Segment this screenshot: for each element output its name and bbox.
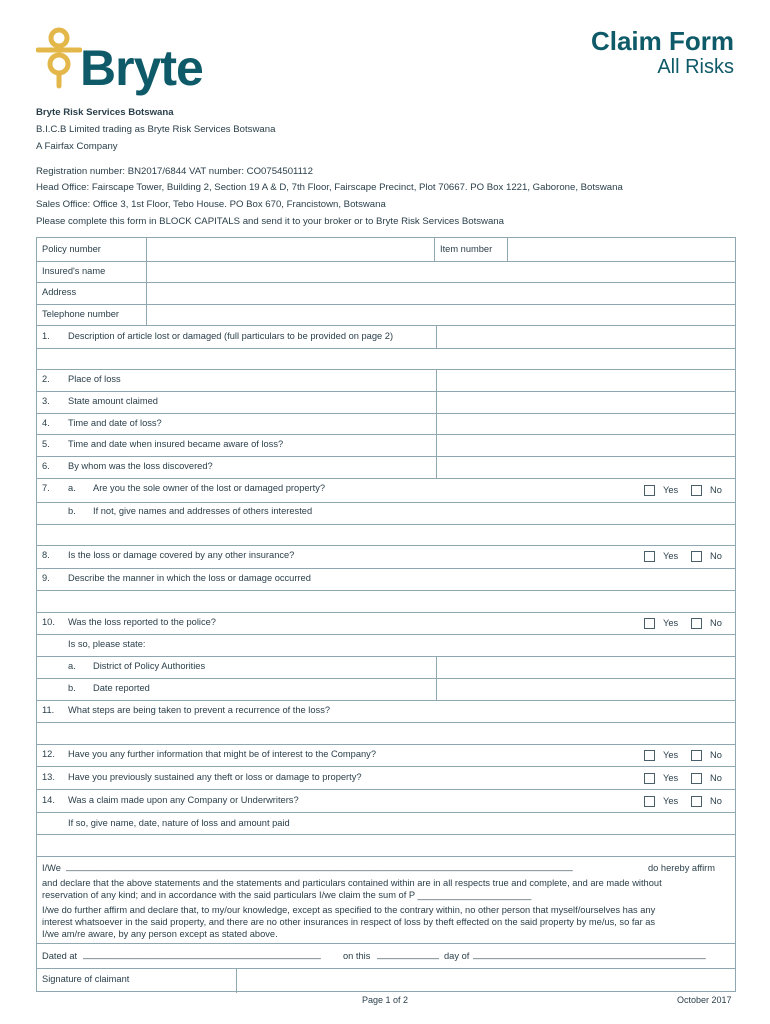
company-parent: A Fairfax Company [36, 141, 118, 152]
q4-label: Time and date of loss? [68, 418, 162, 428]
q13-no-checkbox[interactable] [691, 773, 702, 784]
q10-no-checkbox[interactable] [691, 618, 702, 629]
q12-number: 12. [42, 749, 55, 759]
brand-name: Bryte [80, 40, 203, 96]
q12-no-label: No [710, 750, 722, 760]
declaration-name-blank[interactable]: __________________________________________________________________________________________________ [66, 861, 573, 871]
q9-label: Describe the manner in which the loss or damage occurred [68, 573, 311, 583]
declaration-para2-line2: interest whatsoever in the said property, and there are no other insurances in respect of loss by theft effected on the said property by me/us, so far as [42, 917, 656, 927]
q7a-yes-label: Yes [663, 485, 679, 495]
q9-number: 9. [42, 573, 50, 583]
form-title: Claim Form [590, 26, 734, 56]
day-of-blank[interactable]: _____________________________________________ [473, 949, 706, 959]
q6-label: By whom was the loss discovered? [68, 461, 213, 471]
insureds-name-label: Insured's name [42, 266, 106, 276]
q3-number: 3. [42, 396, 50, 406]
day-of-label: day of [444, 951, 470, 961]
q10-no-label: No [710, 618, 722, 628]
declaration-line2: and declare that the above statements and the statements and particulars contained within are in all respects true and complete, and are made without [42, 878, 662, 888]
claim-form-table [36, 237, 736, 992]
telephone-label: Telephone number [42, 309, 120, 319]
q10-number: 10. [42, 617, 55, 627]
q8-label: Is the loss or damage covered by any other insurance? [68, 550, 295, 560]
q12-no-checkbox[interactable] [691, 750, 702, 761]
q10-label: Was the loss reported to the police? [68, 617, 216, 627]
q5-number: 5. [42, 439, 50, 449]
q1-number: 1. [42, 331, 50, 341]
dated-at-blank[interactable]: ______________________________________________ [83, 949, 321, 959]
form-subtitle: All Risks [657, 56, 734, 78]
q7b-label: If not, give names and addresses of others interested [93, 506, 313, 516]
q11-number: 11. [42, 705, 55, 715]
q7a-yes-checkbox[interactable] [644, 485, 655, 496]
q10-yes-checkbox[interactable] [644, 618, 655, 629]
q2-number: 2. [42, 374, 50, 384]
q13-no-label: No [710, 773, 722, 783]
q10a-letter: a. [68, 661, 76, 671]
q12-label: Have you any further information that might be of interest to the Company? [68, 749, 376, 759]
page-number: Page 1 of 2 [362, 995, 409, 1005]
q1-label: Description of article lost or damaged (full particulars to be provided on page 2) [68, 331, 394, 341]
q14-sub-label: If so, give name, date, nature of loss and amount paid [68, 818, 290, 828]
q8-no-label: No [710, 551, 722, 561]
q10a-label: District of Policy Authorities [93, 661, 206, 671]
company-trading: B.I.C.B Limited trading as Bryte Risk Services Botswana [36, 124, 276, 135]
item-number-label: Item number [440, 244, 493, 254]
q7a-letter: a. [68, 483, 76, 493]
q13-label: Have you previously sustained any theft or loss or damage to property? [68, 772, 362, 782]
footer-date: October 2017 [677, 995, 732, 1005]
signature-label: Signature of claimant [42, 974, 130, 984]
declaration-para2-line1: I/we do further affirm and declare that, to my/our knowledge, except as specified to the contrary within, no other person that myself/ourselves has any [42, 905, 656, 915]
on-this-blank[interactable]: ____________ [377, 949, 439, 959]
q13-yes-label: Yes [663, 773, 679, 783]
q10b-label: Date reported [93, 683, 150, 693]
q7a-label: Are you the sole owner of the lost or damaged property? [93, 483, 326, 493]
q12-yes-checkbox[interactable] [644, 750, 655, 761]
q14-number: 14. [42, 795, 55, 805]
q3-label: State amount claimed [68, 396, 158, 406]
q12-yes-label: Yes [663, 750, 679, 760]
q6-number: 6. [42, 461, 50, 471]
q10-yes-label: Yes [663, 618, 679, 628]
registration-info: Registration number: BN2017/6844 VAT number: CO0754501112 [36, 166, 313, 177]
q8-yes-checkbox[interactable] [644, 551, 655, 562]
policy-number-label: Policy number [42, 244, 101, 254]
sales-office: Sales Office: Office 3, 1st Floor, Tebo House. PO Box 670, Francistown, Botswana [36, 199, 386, 210]
q10-sub-label: Is so, please state: [68, 639, 146, 649]
q7a-no-checkbox[interactable] [691, 485, 702, 496]
q2-label: Place of loss [68, 374, 121, 384]
dated-at-label: Dated at [42, 951, 78, 961]
q7b-letter: b. [68, 506, 76, 516]
q14-label: Was a claim made upon any Company or Underwriters? [68, 795, 299, 805]
declaration-line3: reservation of any kind; and in accordance with the said particulars I/we claim the sum of P ______________________ [42, 890, 532, 900]
declaration-affirm: do hereby affirm [648, 863, 716, 873]
q8-no-checkbox[interactable] [691, 551, 702, 562]
q13-number: 13. [42, 772, 55, 782]
company-name: Bryte Risk Services Botswana [36, 107, 174, 118]
q14-no-checkbox[interactable] [691, 796, 702, 807]
q13-yes-checkbox[interactable] [644, 773, 655, 784]
on-this-label: on this [343, 951, 371, 961]
q8-yes-label: Yes [663, 551, 679, 561]
instruction-text: Please complete this form in BLOCK CAPITALS and send it to your broker or to Bryte Risk Services Botswana [36, 216, 504, 227]
q14-no-label: No [710, 796, 722, 806]
q8-number: 8. [42, 550, 50, 560]
address-label: Address [42, 287, 77, 297]
bryte-knot-icon [36, 26, 82, 90]
q14-yes-checkbox[interactable] [644, 796, 655, 807]
signature-field[interactable] [237, 969, 735, 992]
q7a-no-label: No [710, 485, 722, 495]
q10b-letter: b. [68, 683, 76, 693]
q5-label: Time and date when insured became aware of loss? [68, 439, 284, 449]
q4-number: 4. [42, 418, 50, 428]
declaration-iwe: I/We [42, 863, 61, 873]
q7-number: 7. [42, 483, 50, 493]
declaration-para2-line3: I/we am/re aware, by any person except as stated above. [42, 929, 278, 939]
head-office: Head Office: Fairscape Tower, Building 2, Section 19 A & D, 7th Floor, Fairscape Precinct, Plot 70667. PO Box 1221, Gaborone, Botswana [36, 182, 623, 193]
q11-label: What steps are being taken to prevent a recurrence of the loss? [68, 705, 331, 715]
q14-yes-label: Yes [663, 796, 679, 806]
